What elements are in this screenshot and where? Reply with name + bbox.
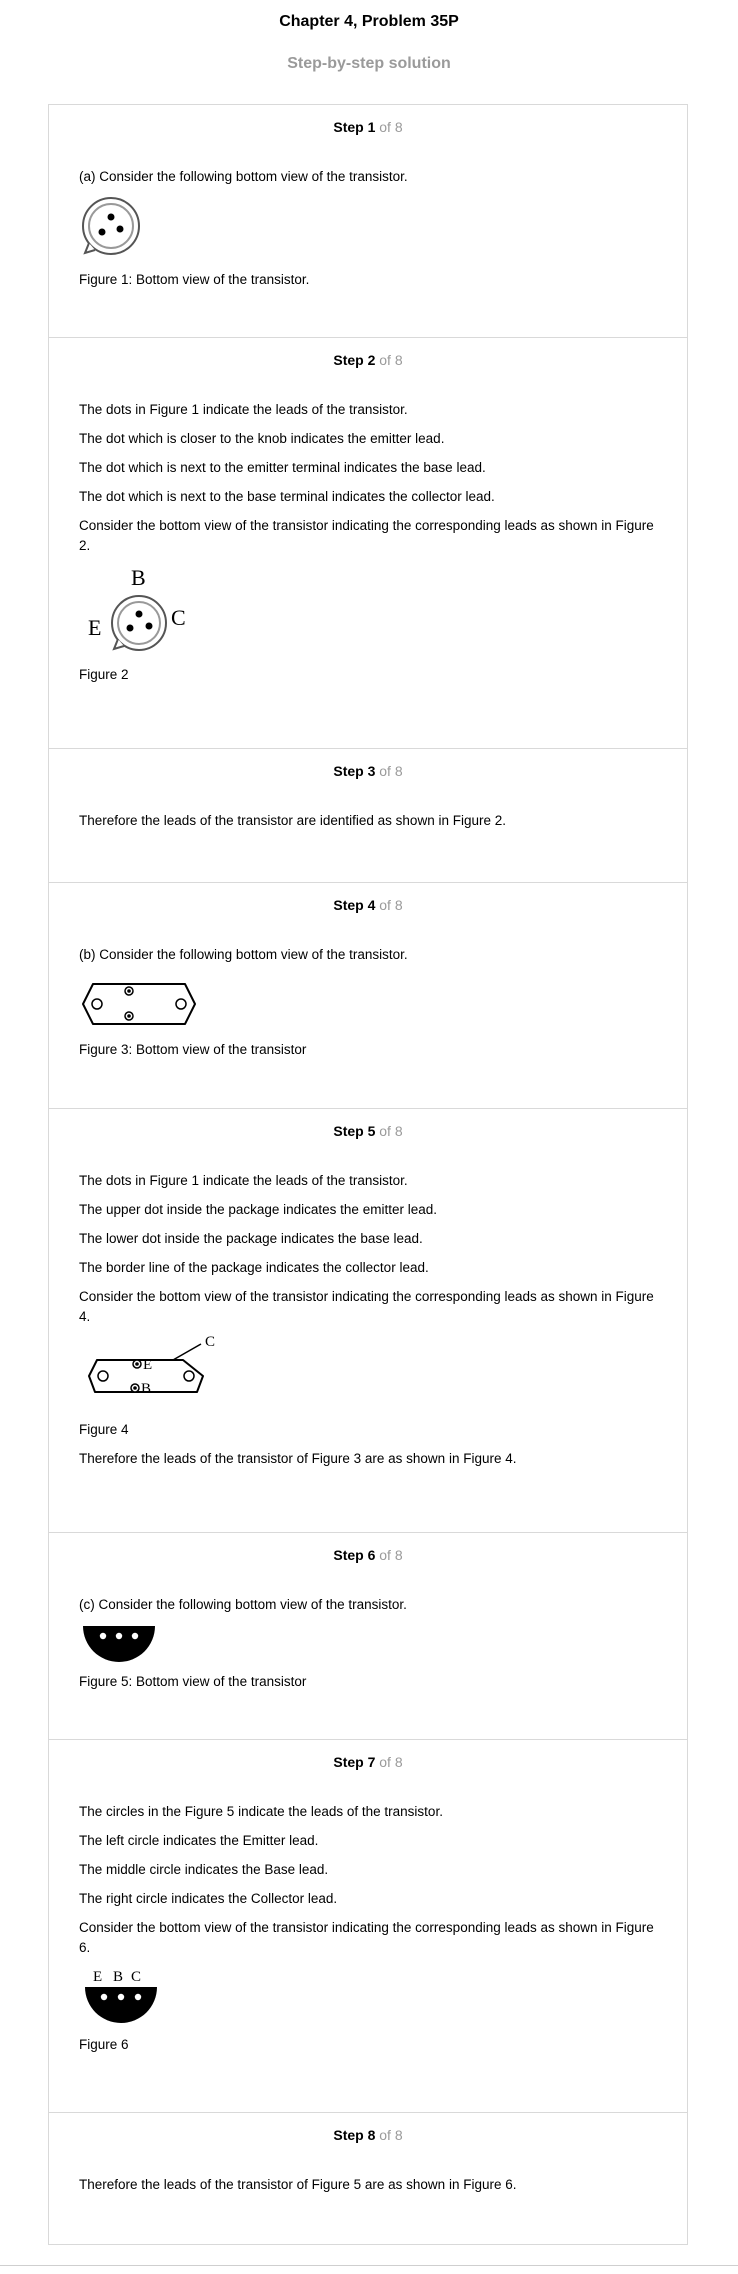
figure-caption: Figure 6	[79, 2037, 129, 2052]
step-4	[49, 883, 687, 1109]
step-count: of 8	[379, 763, 403, 779]
step-label: Step 1	[333, 119, 376, 135]
step-body	[79, 400, 659, 694]
step-header	[49, 896, 687, 914]
label-b: B	[131, 565, 146, 590]
label-b: B	[141, 1381, 152, 1397]
figure-caption: Figure 5: Bottom view of the transistor	[79, 1674, 307, 1689]
paragraph: Consider the bottom view of the transistor indicating the corresponding leads as shown in Figure 4.	[79, 1289, 654, 1324]
step-count: of 8	[379, 352, 403, 368]
step-body	[79, 167, 659, 299]
figure-6-labeled-leads	[79, 1967, 163, 2027]
step-2	[49, 338, 687, 749]
label-b: B	[113, 1969, 124, 1985]
page-title: Chapter 4, Problem 35P	[279, 13, 459, 30]
step-body	[79, 2175, 659, 2204]
label-e: E	[143, 1357, 153, 1373]
paragraph: The middle circle indicates the Base lead.	[79, 1862, 329, 1877]
figure-caption: Figure 3: Bottom view of the transistor	[79, 1042, 307, 1057]
figure-caption: Figure 1: Bottom view of the transistor.	[79, 272, 310, 287]
step-count: of 8	[379, 1754, 403, 1770]
step-header	[49, 762, 687, 780]
paragraph: The right circle indicates the Collector lead.	[79, 1891, 338, 1906]
paragraph: The dot which is closer to the knob indicates the emitter lead.	[79, 431, 445, 446]
step-count: of 8	[379, 2127, 403, 2143]
step-label: Step 5	[333, 1123, 376, 1139]
step-5	[49, 1109, 687, 1533]
step-3	[49, 749, 687, 883]
paragraph: The dot which is next to the emitter terminal indicates the base lead.	[79, 460, 486, 475]
step-body	[79, 811, 659, 840]
paragraph: The lower dot inside the package indicates the base lead.	[79, 1231, 423, 1246]
paragraph: Therefore the leads of the transistor are identified as shown in Figure 2.	[79, 813, 506, 828]
step-label: Step 7	[333, 1754, 376, 1770]
step-count: of 8	[379, 897, 403, 913]
paragraph: Therefore the leads of the transistor of Figure 3 are as shown in Figure 4.	[79, 1451, 517, 1466]
figure-caption: Figure 2	[79, 667, 129, 682]
step-count: of 8	[379, 119, 403, 135]
step-header	[49, 1546, 687, 1564]
paragraph: (c) Consider the following bottom view of the transistor.	[79, 1597, 407, 1612]
step-header	[49, 1122, 687, 1140]
paragraph: The border line of the package indicates the collector lead.	[79, 1260, 429, 1275]
paragraph: The dot which is next to the base terminal indicates the collector lead.	[79, 489, 495, 504]
step-label: Step 3	[333, 763, 376, 779]
step-6	[49, 1533, 687, 1740]
step-label: Step 8	[333, 2127, 376, 2143]
figure-4-labeled-leads	[79, 1336, 219, 1412]
step-label: Step 4	[333, 897, 376, 913]
step-body	[79, 945, 659, 1069]
paragraph: Consider the bottom view of the transistor indicating the corresponding leads as shown in Figure 2.	[79, 518, 654, 553]
figure-1-to-can-bottom-view	[79, 196, 149, 262]
paragraph: (a) Consider the following bottom view of the transistor.	[79, 169, 408, 184]
label-e: E	[88, 615, 102, 640]
step-label: Step 2	[333, 352, 376, 368]
paragraph: Therefore the leads of the transistor of Figure 5 are as shown in Figure 6.	[79, 2177, 517, 2192]
figure-5-flat-package-bottom-view	[79, 1624, 159, 1664]
label-c: C	[131, 1969, 142, 1985]
step-header	[49, 118, 687, 136]
figure-caption: Figure 4	[79, 1422, 129, 1437]
paragraph: The dots in Figure 1 indicate the leads of the transistor.	[79, 1173, 408, 1188]
figure-2-labeled-leads	[79, 565, 199, 657]
paragraph: The circles in the Figure 5 indicate the leads of the transistor.	[79, 1804, 443, 1819]
step-7	[49, 1740, 687, 2113]
step-8	[49, 2113, 687, 2246]
step-header	[49, 2126, 687, 2144]
label-c: C	[171, 605, 186, 630]
page-bottom-divider	[0, 2265, 738, 2274]
paragraph: The upper dot inside the package indicates the emitter lead.	[79, 1202, 437, 1217]
page-subtitle: Step-by-step solution	[287, 55, 451, 72]
step-body	[79, 1595, 659, 1701]
figure-3-to66-bottom-view	[79, 974, 203, 1032]
step-body	[79, 1802, 659, 2064]
step-count: of 8	[379, 1123, 403, 1139]
paragraph: The dots in Figure 1 indicate the leads of the transistor.	[79, 402, 408, 417]
paragraph: Consider the bottom view of the transistor indicating the corresponding leads as shown in Figure 6.	[79, 1920, 654, 1955]
paragraph: The left circle indicates the Emitter lead.	[79, 1833, 319, 1848]
step-body	[79, 1171, 659, 1478]
step-header	[49, 1753, 687, 1771]
solution-container	[48, 104, 688, 2245]
label-e: E	[93, 1969, 103, 1985]
step-1	[49, 105, 687, 338]
label-c: C	[205, 1336, 216, 1350]
step-header	[49, 351, 687, 369]
step-count: of 8	[379, 1547, 403, 1563]
paragraph: (b) Consider the following bottom view of the transistor.	[79, 947, 408, 962]
step-label: Step 6	[333, 1547, 376, 1563]
